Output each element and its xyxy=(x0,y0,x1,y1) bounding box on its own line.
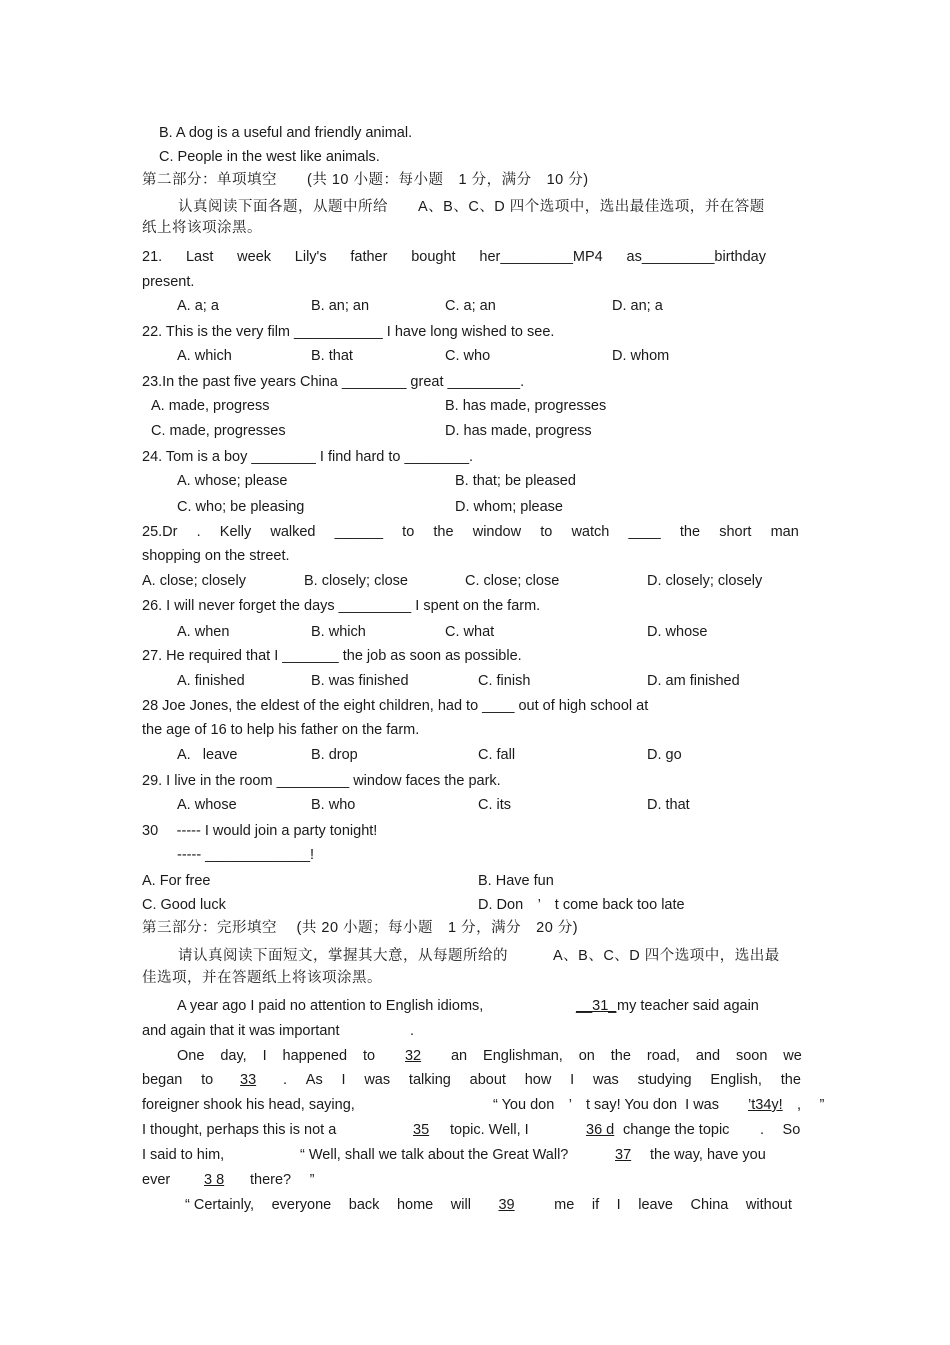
word: . xyxy=(196,524,201,540)
word: . xyxy=(282,1072,287,1088)
word: road, xyxy=(646,1048,680,1064)
q29-option-b: B. who xyxy=(311,797,356,813)
word: and xyxy=(695,1048,721,1064)
passage-text: the way, have you xyxy=(650,1147,766,1163)
passage-text: I thought, perhaps this is not a xyxy=(142,1122,337,1138)
blank-35: 35 xyxy=(413,1122,430,1138)
word: how xyxy=(524,1072,552,1088)
q24-option-b: B. that; be pleased xyxy=(455,473,576,489)
word: As xyxy=(305,1072,323,1088)
word: to xyxy=(362,1048,376,1064)
q25-option-a: A. close; closely xyxy=(142,573,246,589)
passage-text: foreigner shook his head, saying, xyxy=(142,1097,355,1113)
q28-stem-cont: the age of 16 to help his father on the farm. xyxy=(142,722,420,738)
part2-instruction-2: 纸上将该项涂黑。 xyxy=(142,220,262,236)
part3-header: 第三部分：完形填空 (共 20 小题；每小题 1 分，满分 20 分) xyxy=(142,920,579,936)
q28-option-a: A. leave xyxy=(177,747,238,763)
word: father xyxy=(350,249,388,265)
word: was xyxy=(592,1072,619,1088)
q26-option-b: B. which xyxy=(311,624,366,640)
q30-stem-cont: ----- _____________! xyxy=(177,847,315,863)
q28-option-c: C. fall xyxy=(478,747,516,763)
passage-text: A year ago I paid no attention to English idioms, xyxy=(177,998,484,1014)
word: I xyxy=(616,1197,621,1213)
q25-option-b: B. closely; close xyxy=(304,573,408,589)
word: “ Certainly, xyxy=(185,1197,255,1213)
q23-option-a: A. made, progress xyxy=(151,398,270,414)
passage-text: . xyxy=(410,1023,415,1039)
word: ______ xyxy=(334,524,384,540)
part3-instruction-2: 佳选项，并在答题纸上将该项涂黑。 xyxy=(142,970,382,986)
word: 25.Dr xyxy=(142,524,178,540)
q22-option-d: D. whom xyxy=(612,348,670,364)
blank-38: 3 8 xyxy=(204,1172,225,1188)
word: I xyxy=(341,1072,346,1088)
word: walked xyxy=(270,524,316,540)
word: day, xyxy=(220,1048,247,1064)
passage-text: and again that it was important xyxy=(142,1023,340,1039)
q21-stem xyxy=(142,248,766,266)
word: as_________birthday xyxy=(626,249,766,265)
passage-text: change the topic xyxy=(623,1122,730,1138)
word: home xyxy=(396,1197,434,1213)
word: ____ xyxy=(628,524,661,540)
q21-option-b: B. an; an xyxy=(311,298,370,314)
word: China xyxy=(690,1197,729,1213)
q30-option-b: B. Have fun xyxy=(478,873,554,889)
word: 21. xyxy=(142,249,163,265)
word: Last xyxy=(185,249,214,265)
part3-instruction-1: 请认真阅读下面短文，掌握其大意，从每题所给的 A、B、C、D 四个选项中，选出最 xyxy=(178,948,780,964)
q27-option-d: D. am finished xyxy=(647,673,740,689)
word: happened xyxy=(282,1048,348,1064)
passage-text: my teacher said again xyxy=(617,998,759,1014)
q26-stem: 26. I will never forget the days _________ I spent on the farm. xyxy=(142,598,541,614)
word: window xyxy=(472,524,522,540)
word: Kelly xyxy=(219,524,252,540)
word: short xyxy=(719,524,752,540)
q27-option-b: B. was finished xyxy=(311,673,409,689)
word: Lily's xyxy=(294,249,327,265)
word: began xyxy=(142,1072,183,1088)
q26-option-a: A. when xyxy=(177,624,230,640)
word: English, xyxy=(710,1072,762,1088)
q25-stem-cont: shopping on the street. xyxy=(142,548,290,564)
word: everyone xyxy=(271,1197,332,1213)
q30-stem: 30 ----- I would join a party tonight! xyxy=(142,823,378,839)
word: I xyxy=(262,1048,267,1064)
word: was xyxy=(364,1072,391,1088)
q26-option-c: C. what xyxy=(445,624,495,640)
q29-option-a: A. whose xyxy=(177,797,237,813)
word: to xyxy=(540,524,553,540)
q21-option-d: D. an; a xyxy=(612,298,663,314)
q27-option-a: A. finished xyxy=(177,673,245,689)
word: about xyxy=(469,1072,506,1088)
prev-option-c: C. People in the west like animals. xyxy=(159,149,380,165)
q25-option-c: C. close; close xyxy=(465,573,560,589)
q26-option-d: D. whose xyxy=(647,624,708,640)
blank-36: 36 d xyxy=(586,1122,615,1138)
q22-option-b: B. that xyxy=(311,348,353,364)
word: without xyxy=(745,1197,792,1213)
q22-option-c: C. who xyxy=(445,348,491,364)
word: will xyxy=(450,1197,471,1213)
passage-text: ever xyxy=(142,1172,171,1188)
q23-option-d: D. has made, progress xyxy=(445,423,592,439)
word: soon xyxy=(735,1048,768,1064)
q25-option-d: D. closely; closely xyxy=(647,573,763,589)
blank-37: 37 xyxy=(615,1147,632,1163)
passage-line xyxy=(177,1047,802,1065)
word: on xyxy=(578,1048,595,1064)
blank-31: __31_ xyxy=(576,998,617,1014)
word: man xyxy=(770,524,799,540)
word: if xyxy=(591,1197,600,1213)
q21-stem-cont: present. xyxy=(142,274,195,290)
q29-option-c: C. its xyxy=(478,797,512,813)
q28-stem: 28 Joe Jones, the eldest of the eight children, had to ____ out of high school at xyxy=(142,698,649,714)
blank-34: ’t34y! xyxy=(748,1097,783,1113)
word: talking xyxy=(408,1072,451,1088)
q30-option-c: C. Good luck xyxy=(142,897,226,913)
passage-text: topic. Well, I xyxy=(450,1122,529,1138)
word: watch xyxy=(571,524,610,540)
word: to xyxy=(201,1072,214,1088)
q30-option-a: A. For free xyxy=(142,873,211,889)
q24-stem: 24. Tom is a boy ________ I find hard to ________. xyxy=(142,449,474,465)
word: the xyxy=(679,524,701,540)
word: we xyxy=(783,1048,802,1064)
word: the xyxy=(433,524,454,540)
word: me xyxy=(554,1197,575,1213)
q29-stem: 29. I live in the room _________ window faces the park. xyxy=(142,773,501,789)
q27-option-c: C. finish xyxy=(478,673,531,689)
q22-option-a: A. which xyxy=(177,348,232,364)
part2-header: 第二部分：单项填空 (共 10 小题：每小题 1 分，满分 10 分) xyxy=(142,172,589,188)
prev-option-b: B. A dog is a useful and friendly animal. xyxy=(159,125,413,141)
passage-text: there? ” xyxy=(250,1172,315,1188)
blank-39: 39 xyxy=(498,1197,515,1213)
word: I xyxy=(570,1072,575,1088)
q28-option-b: B. drop xyxy=(311,747,358,763)
q21-option-c: C. a; an xyxy=(445,298,496,314)
passage-line xyxy=(142,1071,801,1089)
q23-stem: 23.In the past five years China ________ great _________. xyxy=(142,374,525,390)
word: the xyxy=(780,1072,801,1088)
q24-option-d: D. whom; please xyxy=(455,499,563,515)
passage-text: “ Well, shall we talk about the Great Wall? xyxy=(300,1147,569,1163)
q21-option-a: A. a; a xyxy=(177,298,219,314)
word: One xyxy=(177,1048,205,1064)
part2-instruction-1: 认真阅读下面各题，从题中所给 A、B、C、D 四个选项中，选出最佳选项，并在答题 xyxy=(178,199,765,215)
passage-text: “ You don ’ t say! You don I was xyxy=(493,1097,719,1113)
blank-33: 33 xyxy=(240,1072,257,1088)
q23-option-b: B. has made, progresses xyxy=(445,398,607,414)
passage-text: . So xyxy=(760,1122,801,1138)
q22-stem: 22. This is the very film ___________ I have long wished to see. xyxy=(142,324,555,340)
word: bought xyxy=(411,249,456,265)
word: to xyxy=(402,524,415,540)
q23-option-c: C. made, progresses xyxy=(151,423,286,439)
q30-option-d: D. Don ’ t come back too late xyxy=(478,897,685,913)
word: leave xyxy=(638,1197,673,1213)
q24-option-a: A. whose; please xyxy=(177,473,288,489)
q28-option-d: D. go xyxy=(647,747,682,763)
word: studying xyxy=(637,1072,692,1088)
q29-option-d: D. that xyxy=(647,797,690,813)
q27-stem: 27. He required that I _______ the job as soon as possible. xyxy=(142,648,522,664)
word: back xyxy=(348,1197,380,1213)
word: the xyxy=(610,1048,631,1064)
blank-32: 32 xyxy=(404,1048,422,1064)
passage-text: , ” xyxy=(797,1097,825,1113)
q25-stem xyxy=(142,523,799,541)
word: her_________MP4 xyxy=(479,249,603,265)
word: an xyxy=(450,1048,468,1064)
passage-text: I said to him, xyxy=(142,1147,225,1163)
word: week xyxy=(237,249,272,265)
passage-line xyxy=(185,1196,792,1214)
q24-option-c: C. who; be pleasing xyxy=(177,499,305,515)
word: Englishman, xyxy=(483,1048,563,1064)
